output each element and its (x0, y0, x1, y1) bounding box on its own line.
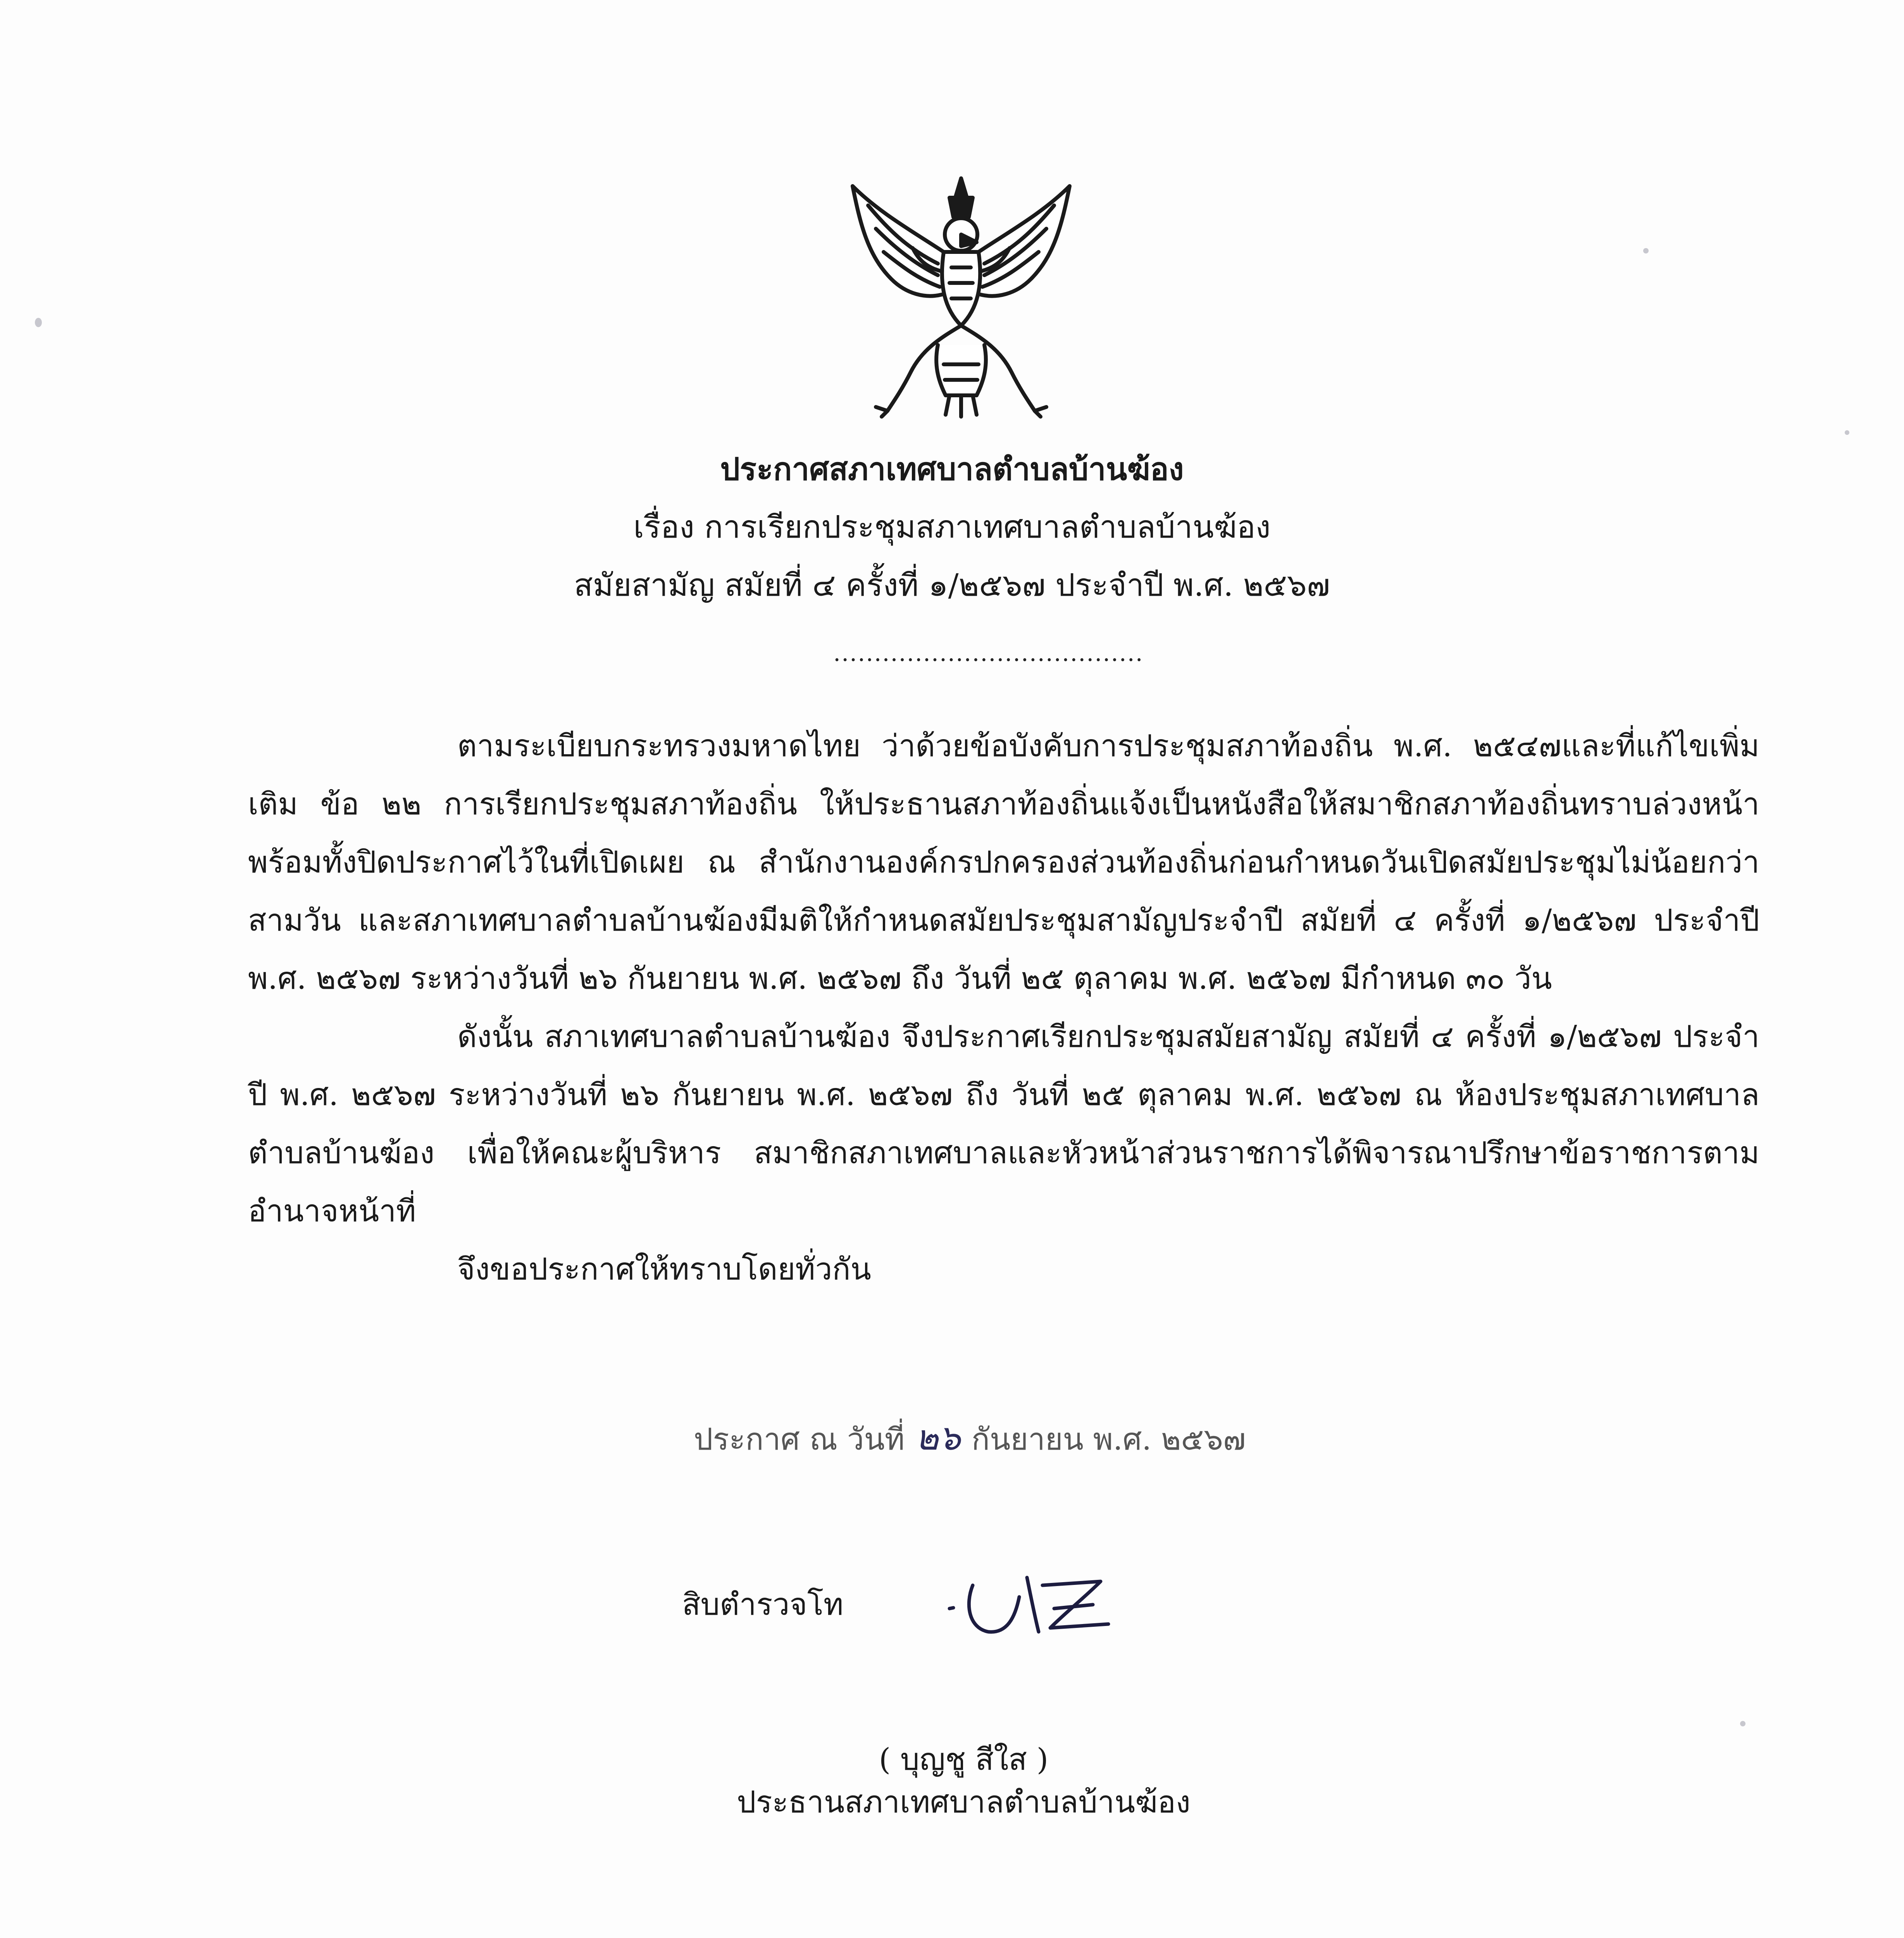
signer-position: ประธานสภาเทศบาลตำบลบ้านฆ้อง (737, 1785, 1191, 1820)
scan-speck (35, 318, 42, 327)
scan-speck (1740, 1721, 1745, 1726)
announcement-subject: เรื่อง การเรียกประชุมสภาเทศบาลตำบลบ้านฆ้อง (633, 509, 1271, 545)
date-day-handwritten: ๒๖ (915, 1417, 961, 1458)
handwritten-signature-icon (938, 1550, 1139, 1667)
scan-speck (1845, 430, 1849, 435)
date-suffix: กันยายน พ.ศ. ๒๕๖๗ (971, 1422, 1246, 1457)
scan-speck (1643, 248, 1649, 253)
announcement-date (694, 1415, 1246, 1463)
body-paragraph-2: ดังนั้น สภาเทศบาลตำบลบ้านฆ้อง จึงประกาศเรียกประชุมสมัยสามัญ สมัยที่ ๔ ครั้งที่ ๑/๒๕๖๗ ประจำปี พ.ศ. ๒๕๖๗ ระหว่างวันที่ ๒๖ กันยายน พ.ศ. ๒๕๖๗ ถึง วันที่ ๒๕ ตุลาคม พ.ศ. ๒๕๖๗ ณ ห้องประชุมสภาเทศบาลตำบลบ้านฆ้อง เพื่อให้คณะผู้บริหาร สมาชิกสภาเทศบาลและหัวหน้าส่วนราชการได้พิจารณาปรึกษาข้อราชการตามอำนาจหน้าที่ (248, 1019, 1760, 1229)
signer-name: ( บุญชู สีใส ) (879, 1742, 1049, 1777)
body-paragraph-1: ตามระเบียบกระทรวงมหาดไทย ว่าด้วยข้อบังคับการประชุมสภาท้องถิ่น พ.ศ. ๒๕๔๗และที่แก้ไขเพิ่มเติม ข้อ ๒๒ การเรียกประชุมสภาท้องถิ่น ให้ประธานสภาท้องถิ่นแจ้งเป็นหนังสือให้สมาชิกสภาท้องถิ่นทราบล่วงหน้า พร้อมทั้งปิดประกาศไว้ในที่เปิดเผย ณ สำนักงานองค์กรปกครองส่วนท้องถิ่นก่อนกำหนดวันเปิดสมัยประชุมไม่น้อยกว่าสามวัน และสภาเทศบาลตำบลบ้านฆ้องมีมติให้กำหนดสมัยประชุมสามัญประจำปี สมัยที่ ๔ ครั้งที่ ๑/๒๕๖๗ ประจำปี พ.ศ. ๒๕๖๗ ระหว่างวันที่ ๒๖ กันยายน พ.ศ. ๒๕๖๗ ถึง วันที่ ๒๕ ตุลาคม พ.ศ. ๒๕๖๗ มีกำหนด ๓๐ วัน (248, 729, 1759, 996)
title-separator: ...................................... (833, 640, 1144, 667)
body-closing: จึงขอประกาศให้ทราบโดยทั่วกัน (457, 1252, 871, 1287)
garuda-emblem-icon (845, 171, 1077, 419)
signer-rank: สิบตำรวจโท (682, 1587, 844, 1622)
announcement-session: สมัยสามัญ สมัยที่ ๔ ครั้งที่ ๑/๒๕๖๗ ประจำปี พ.ศ. ๒๕๖๗ (574, 567, 1330, 603)
date-prefix: ประกาศ ณ วันที่ (694, 1422, 905, 1457)
announcement-title: ประกาศสภาเทศบาลตำบลบ้านฆ้อง (720, 451, 1184, 487)
announcement-body (248, 717, 1759, 1298)
